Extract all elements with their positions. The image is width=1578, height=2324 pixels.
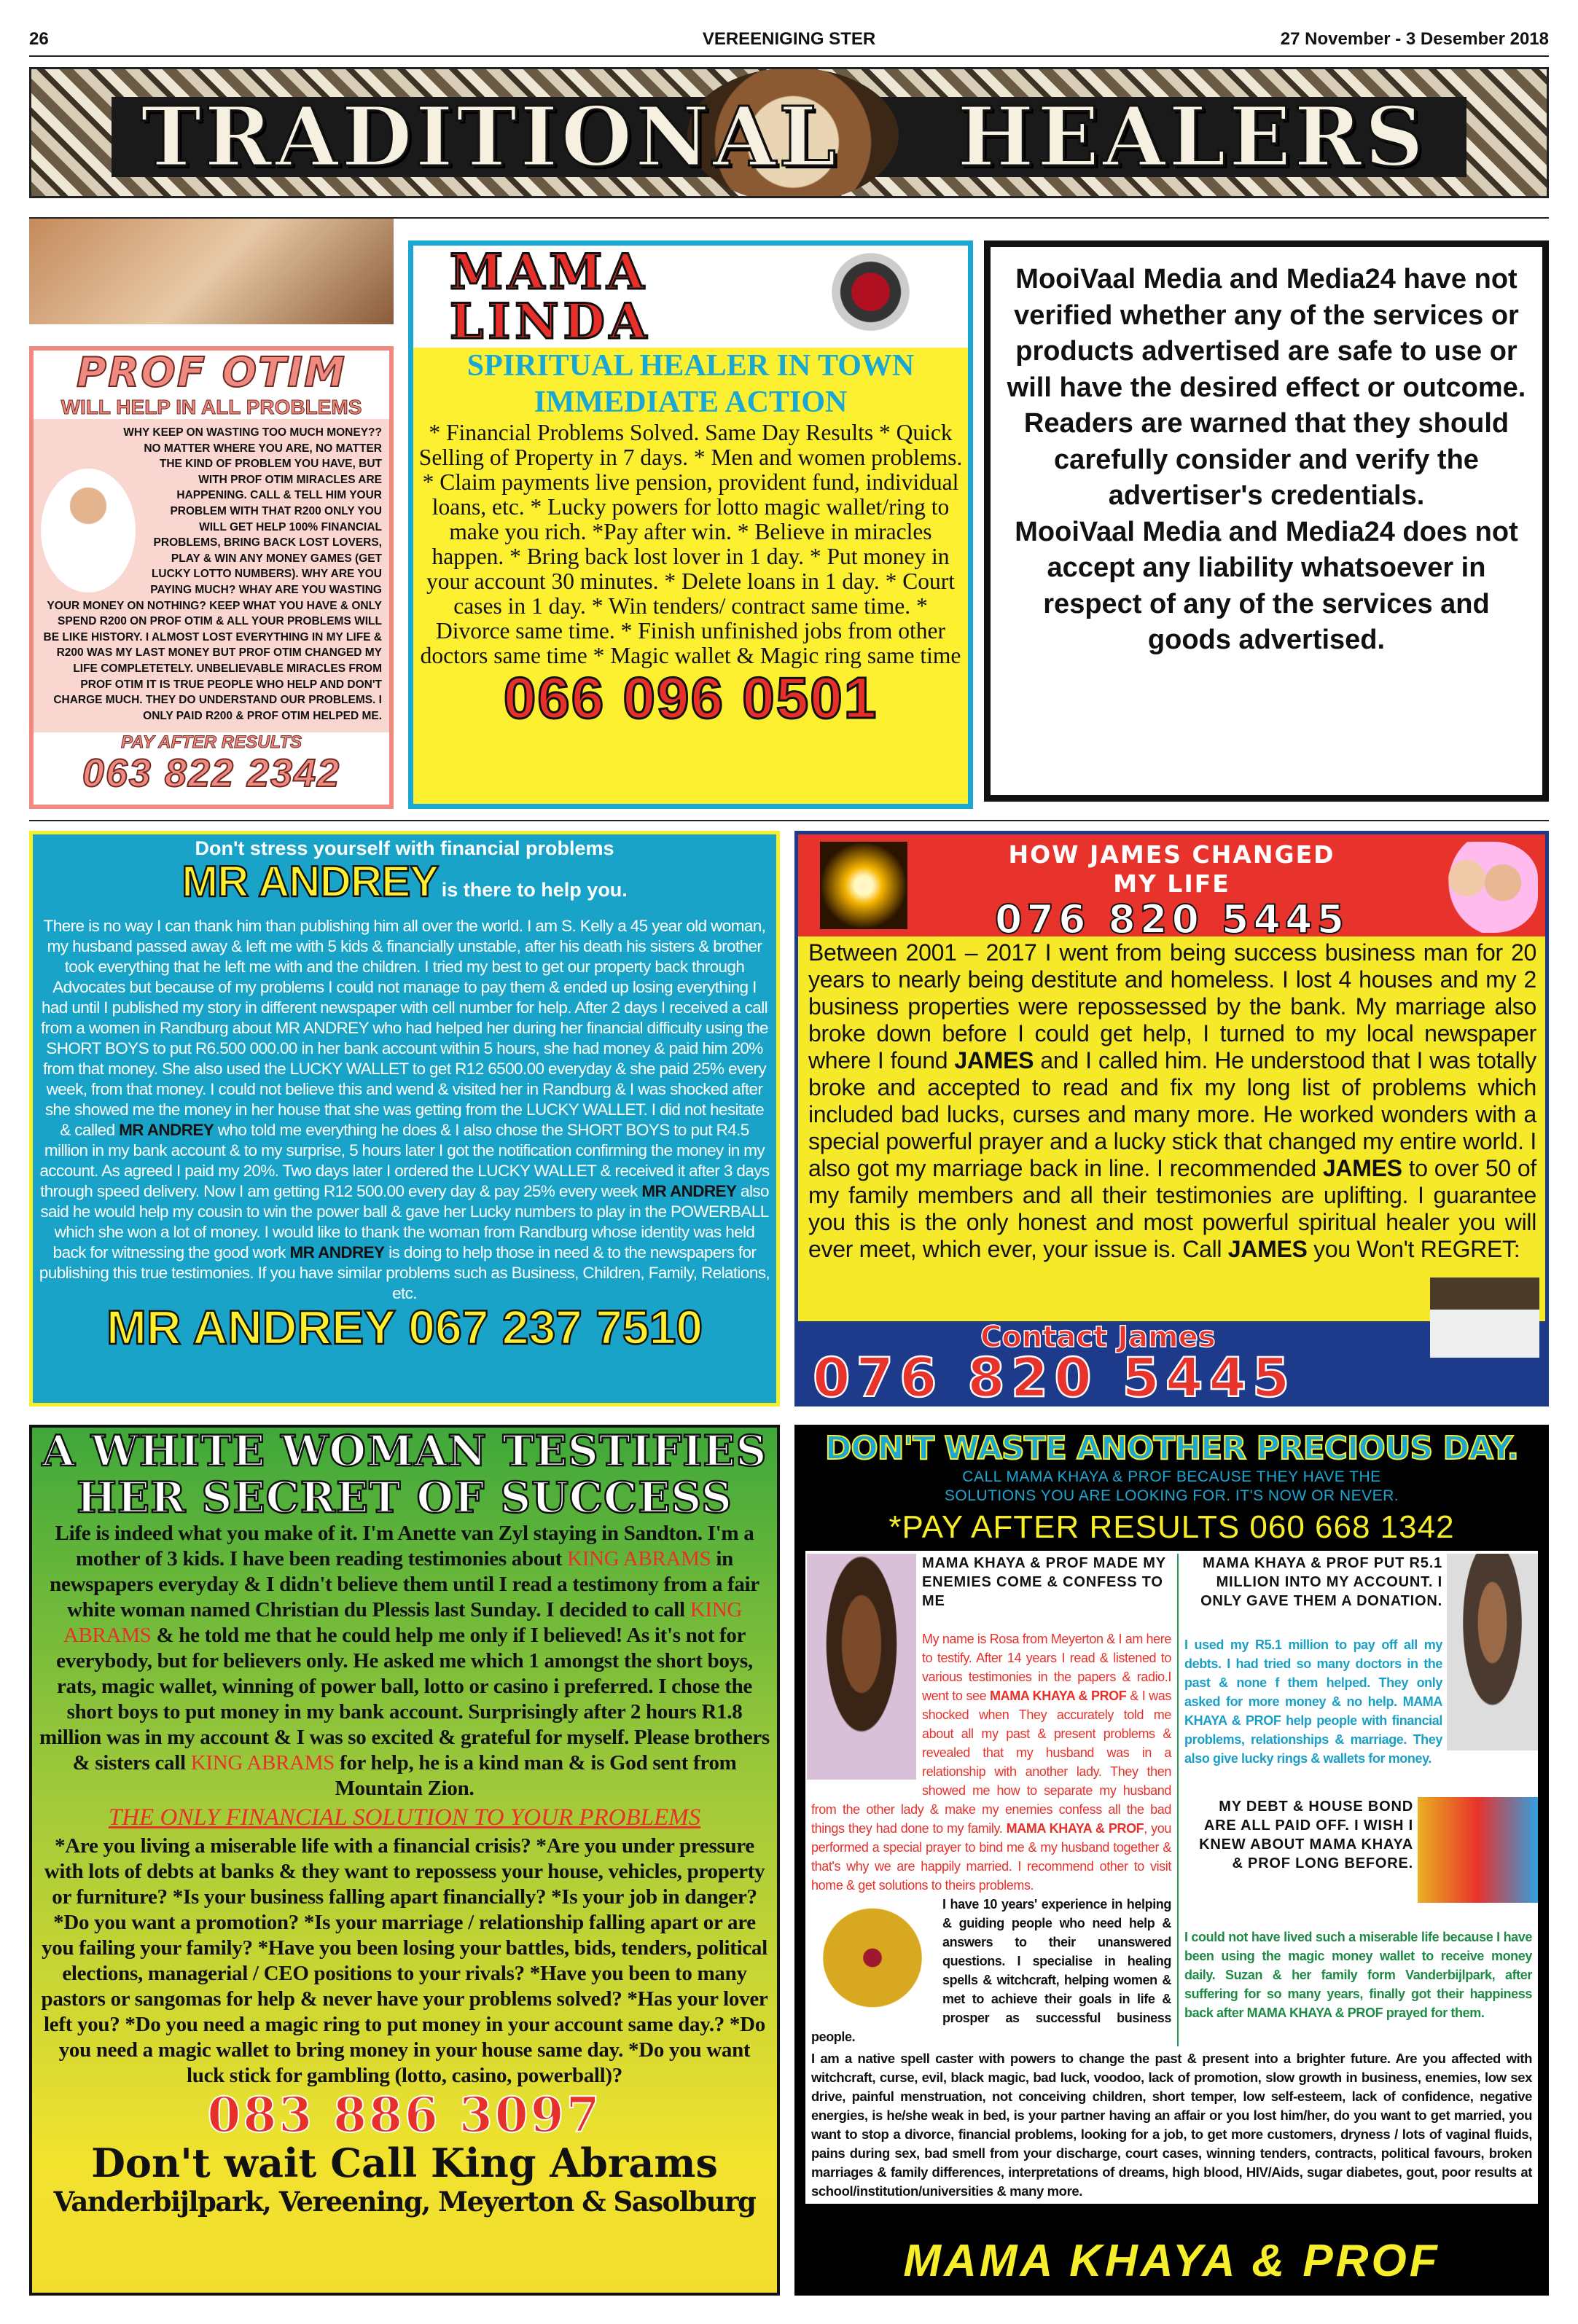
traditional-healers-banner — [29, 67, 1549, 198]
mama-linda-subtitle: SPIRITUAL HEALER IN TOWN — [466, 349, 915, 383]
right-heading-1: MAMA KHAYA & PROF PUT R5.1 MILLION INTO MY ACCOUNT. I ONLY GAVE THEM A DONATION. — [1200, 1555, 1442, 1609]
highlighted-name: MR ANDREY — [641, 1182, 737, 1200]
king-abrams-phone: 083 886 3097 — [207, 2086, 602, 2143]
mama-linda-phone: 066 096 0501 — [503, 665, 878, 730]
mr-andrey-ad — [29, 831, 780, 1406]
highlighted-name: MAMA KHAYA & PROF — [1006, 1821, 1144, 1836]
disclaimer-p3: MooiVaal Media and Media24 does not accept any liability whatsoever in respect of any of the services and goods advertised. — [1015, 516, 1518, 655]
disclaimer-p1: MooiVaal Media and Media24 have not verified whether any of the services or products advertised are safe to use or will have the desired effect or outcome. — [1007, 264, 1526, 403]
highlighted-name: MR ANDREY — [289, 1243, 385, 1261]
text-segment: in newspapers everyday & I didn't believe them until I read a testimony from a fair white woman named Christian du Plessis last Sunday. I decided to call — [50, 1547, 759, 1621]
banner-word-healers: HEALERS — [957, 90, 1427, 185]
contact-james-label: Contact James — [980, 1321, 1216, 1354]
suzan-testimony: I could not have lived such a miserable life because I have been using the magic money wallet to receive money daily. Suzan & her family form Vanderbijlpark, after suffering for so many years, finally got their happiness back after MAMA KHAYA & PROF prayed for them. — [1184, 1930, 1532, 2020]
right-heading-2: MY DEBT & HOUSE BOND ARE ALL PAID OFF. I WISH I KNEW ABOUT MAMA KHAYA & PROF LONG BEFORE. — [1199, 1799, 1413, 1871]
section-rule — [29, 820, 1549, 821]
highlighted-name: KING ABRAMS — [63, 1598, 743, 1647]
james-phone-top: 076 820 5445 — [994, 896, 1349, 942]
masthead-rule — [29, 55, 1549, 57]
mr-andrey-kicker: Don't stress yourself with financial problems — [195, 837, 614, 859]
happy-man-photo — [41, 469, 136, 592]
text-segment: Between 2001 – 2017 I went from being success business man for 20 years to nearly being destitute and homeless. I lost 4 houses and my 2 business properties were repossessed by the bank. My marriage also broke down before I could get help, I turned to my local newspaper where I found — [808, 939, 1536, 1073]
left-heading: MAMA KHAYA & PROF MADE MY ENEMIES COME & CONFESS TO ME — [922, 1555, 1166, 1609]
prof-otim-title: PROF OTIM — [77, 349, 346, 396]
banner-word-traditional: TRADITIONAL — [141, 90, 840, 185]
mama-khaya-pay-line: *PAY AFTER RESULTS 060 668 1342 — [888, 1509, 1455, 1545]
text-segment: and I called him. He understood that I was totally broke and accepted to read and fix my long list of problems which included bad lucks, curses and many more. He worked wonders with a special powerful prayer and a lucky stick that changed my entire world. I also got my marriage back in line. I recommended — [808, 1047, 1536, 1181]
happy-family-photo — [1418, 1797, 1538, 1903]
publisher-disclaimer — [984, 240, 1549, 802]
mr-andrey-name: MR ANDREY — [181, 857, 439, 906]
mama-linda-ad — [408, 240, 973, 809]
james-testimony — [808, 939, 1536, 1263]
mama-linda-name — [450, 243, 652, 350]
text-segment: also said he would help my cousin to win the power ball & gave her Lucky numbers to play in the POWERBALL which she won a lot of money. I would like to thank the woman from Randburg whose identity was held back for witnessing the good work — [40, 1182, 769, 1261]
group-photo — [1430, 1278, 1539, 1358]
text-segment: for help, he is a kind man & is God sent from Mountain Zion. — [335, 1751, 737, 1800]
text-segment: , you performed a special prayer to bind me & my husband together & that's why we are happily married. I recommend other to visit home & get solutions to theirs problems. — [811, 1821, 1171, 1893]
issue-date: 27 November - 3 Desember 2018 — [1280, 29, 1549, 49]
king-abrams-testimony — [32, 1521, 777, 1801]
highlighted-name: JAMES — [1322, 1155, 1402, 1181]
highlighted-name: MAMA KHAYA & PROF — [990, 1689, 1127, 1703]
prof-otim-phone: 063 822 2342 — [82, 751, 341, 795]
james-ad — [794, 831, 1549, 1409]
mama-khaya-sub-1: CALL MAMA KHAYA & PROF BECAUSE THEY HAVE THE — [962, 1468, 1381, 1485]
ring-photo — [815, 250, 939, 343]
prof-otim-pay-after-results: PAY AFTER RESULTS — [120, 732, 302, 752]
text-segment: who told me everything he does & I also chose the SHORT BOYS to put R4.5 million in my bank account & to my surprise, 5 hours later I got the notification confirming the money in my account. As agreed I paid my 20%. Two days later I ordered the LUCKY WALLET & received it after 3 days through speed delivery. Now I am getting R12 500.00 every day & pay 25% every week — [39, 1121, 770, 1200]
king-abrams-ad — [29, 1425, 780, 2296]
text-segment: & I was shocked when They accurately told me about all my past & present problems & revealed that my husband was in a relationship with another lady. They then showed me how to separate my husband from the other lady & make my enemies confess all the bad things they had done to my family. — [811, 1689, 1171, 1836]
disclaimer-p2: Readers are warned that they should carefully consider and verify the advertiser's credentials. — [1023, 408, 1509, 511]
james-headline-line-2: MY LIFE — [1113, 869, 1230, 898]
highlighted-name: JAMES — [954, 1047, 1034, 1073]
text-segment: There is no way I can thank him than publishing him all over the world. I am S. Kelly a 45 year old woman, my husband passed away & left me with 5 kids & financially unstable, after his death his sisters & brother took everything that he left me with and the children. I tried my best to get our property back through Advocates but because of my problems I could not manage to pay them & ended up losing everything I had until I published my story in different newspaper with cell number for help. After 2 days I received a call from a women in Randburg about MR ANDREY who had helped her during her financial difficulty using the SHORT BOYS to put R6.500 000.00 in her bank account within 5 hours, she had money & paid him 20% from that money. She also used the LUCKY WALLET to get R12 6500.00 everyday & she paid 25% every week, from that money. I could not believe this and wend & visited her in Randburg & I was shocked after she showed me the money in her house that she was getting from the LUCKY WALLET. I did not hesitate & called — [41, 917, 768, 1139]
publication-name: VEREENIGING STER — [702, 29, 876, 49]
mama-khaya-sub-2: SOLUTIONS YOU ARE LOOKING FOR. IT'S NOW OR NEVER. — [944, 1487, 1399, 1504]
king-abrams-solution-heading: THE ONLY FINANCIAL SOLUTION TO YOUR PROBLEMS — [108, 1804, 701, 1831]
prof-otim-subtitle: WILL HELP IN ALL PROBLEMS — [60, 396, 362, 418]
mama-khaya-headline: DON'T WASTE ANOTHER PRECIOUS DAY. — [824, 1430, 1519, 1467]
james-phone-bottom: 076 820 5445 — [813, 1347, 1296, 1409]
mama-khaya-footer: MAMA KHAYA & PROF — [903, 2236, 1440, 2286]
glowing-hands-image — [820, 842, 907, 929]
mama-linda-services: * Financial Problems Solved. Same Day Results * Quick Selling of Property in 7 days. * Men and women problems. * Claim payments live pension, provident fund, individual loans, etc. * Lucky powers for lotto magic wallet/ring to make you rich. *Pay after win. * Believe in miracles happen. * Bring back lost lover in 1 day. * Put money in your account 30 minutes. * Delete loans in 1 day. * Court cases in 1 day. * Win tenders/ contract same time. * Divorce same time. * Finish unfinished jobs from other doctors same time * Magic wallet & Magic ring same time — [418, 420, 963, 668]
page-number: 26 — [29, 29, 49, 49]
text-segment: My name is Rosa from Meyerton & I am here to testify. After 14 years I read & listened to various testimonies in the papers & radio.I went to see — [922, 1632, 1171, 1703]
king-abrams-cta: Don't wait Call King Abrams — [91, 2140, 718, 2186]
mama-linda-immediate-action: IMMEDIATE ACTION — [534, 386, 848, 419]
mr-andrey-phone: MR ANDREY 067 237 7510 — [106, 1300, 703, 1354]
prof-otim-body: WHY KEEP ON WASTING TOO MUCH MONEY?? NO MATTER WHERE YOU ARE, NO MATTER THE KIND OF PROBLEM YOU HAVE, BUT WITH PROF OTIM MIRACLES ARE HAPPENING. CALL & TELL HIM YOUR PROBLEM WITH THAT R200 ONLY YOU WILL GET HELP 100% FINANCIAL PROBLEMS, BRING BACK LOST LOVERS, PLAY & WIN ANY MONEY GAMES (GET LUCKY LOTTO NUMBERS). WHY ARE YOU PAYING MUCH? WHAY ARE YOU WASTING YOUR MONEY ON NOTHING? KEEP WHAT YOU HAVE & ONLY SPEND R200 ON PROF OTIM & ALL YOUR PROBLEMS WILL BE LIKE HISTORY. I ALMOST LOST EVERYTHING IN MY LIFE & R200 WAS MY LAST MONEY BUT PROF OTIM CHANGED MY LIFE COMPLETETELY. UNBELIEVABLE MIRACLES FROM PROF OTIM IT IS TRUE PEOPLE WHO HELP AND DON'T CHARGE MUCH. THEY DO UNDERSTAND OUR PROBLEMS. I ONLY PAID R200 & PROF OTIM HELPED ME. — [43, 426, 382, 722]
text-segment: Life is indeed what you make of it. I'm Anette van Zyl staying in Sandton. I'm a mother of 3 kids. I have been reading testimonies about — [55, 1522, 754, 1570]
mr-andrey-tagline: is there to help you. — [441, 879, 628, 901]
man-portrait-photo — [1447, 1554, 1538, 1750]
king-abrams-headline-2: HER SECRET OF SUCCESS — [77, 1473, 733, 1522]
text-segment: & he told me that he could help me only if I believed! As it's not for everybody, but for believers only. He asked me which 1 amongst the short boys, rats, magic wallet, winning of power ball, lotto or casino i preferred. I chose the short boys to put money in my bank account. Surprisingly after 2 hours R1.8 million was in my account & I was so excited & grateful for myself. Please brothers & sisters call — [39, 1624, 770, 1775]
highlighted-name: KING ABRAMS — [567, 1547, 711, 1570]
experience-text: I have 10 years' experience in helping & guiding people who need help & answers to their unanswered questions. I specialise in healing spells & witchcraft, helping women & met to achieve their goals in life & prosper as successful business people. — [811, 1897, 1171, 2044]
r51-million-testimony: I used my R5.1 million to pay off all my debts. I had tried so many doctors in the past & none f them helped. They only asked for more money & no help. MAMA KHAYA & PROF help people with financial problems, relationships & marriage. They also give lucky rings & wallets for money. — [1184, 1638, 1442, 1766]
mama-linda-name-line-2: LINDA — [450, 293, 652, 350]
smiling-woman-photo — [807, 1554, 916, 1780]
mr-andrey-testimony — [33, 916, 776, 1304]
text-segment: is doing to help those in need & to the newspapers for publishing this true testimonies. If you have similar problems such as Business, Children, Family, Relations, etc. — [39, 1243, 770, 1302]
king-abrams-questions: *Are you living a miserable life with a financial crisis? *Are you under pressure with lots of debts at banks & they want to repossess your house, vehicles, property or furniture? *Is your business falling apart financially? *Is your job in danger? *Do you want a promotion? *Is your marriage / relationship falling apart or are you failing your family? *Have you been losing your battles, bids, tenders, political elections, managerial / CEO positions to your rivals? *Have you been to many pastors or sangomas for help & never have your problems solved? *Has your lover left you? *Do you need a magic ring to put money in your account same day.? *Do you need a magic wallet to bring money in your house same day. *Do you want luck stick for gambling (lotto, casino, powerball)? — [41, 1834, 768, 2087]
prof-otim-ad — [29, 346, 394, 809]
gemstone-ring-photo — [807, 1898, 938, 2018]
spell-caster-services: I am a native spell caster with powers to change the past & present into a brighter future. Are you affected with witchcraft, curse, evil, black magic, bad luck, voodoo, lack of promotion, slow growth in business, enemies, low sex drive, painful menstruation, not conceiving children, short temper, low self-esteem, lack of confidence, negative energies, is he/she weak in bed, is your partner having an affair or you lost him/her, do you want to get married, you want to stop a divorce, financial problems, looking for a job, to get more customers, dryness / lots of vaginal fluids, pains during sex, bad smell from your discharge, court cases, winning tenders, contracts, political favours, broken marriages & family differences, interpretations of dreams, high blood, HIV/Aids, sugar diabetes, gout, poor results at school/institution/universities & many more. — [805, 2049, 1538, 2204]
happy-couple-photo — [1429, 842, 1538, 933]
highlighted-name: KING ABRAMS — [190, 1751, 335, 1775]
hands-with-herbs-photo — [29, 219, 394, 324]
king-abrams-headline-1: A WHITE WOMAN TESTIFIES — [42, 1426, 767, 1476]
king-abrams-locations: Vanderbijlpark, Vereening, Meyerton & Sasolburg — [53, 2186, 756, 2218]
mama-linda-name-line-1: MAMA — [450, 243, 649, 300]
text-segment: to over 50 of my family members and all their testimonies are uplifting. I guarantee you this is the only honest and most powerful spiritual healer you will ever meet, which ever, your issue is. Call — [808, 1155, 1536, 1262]
james-headline-line-1: HOW JAMES CHANGED — [1008, 840, 1335, 869]
highlighted-name: MR ANDREY — [119, 1121, 214, 1139]
text-segment: you Won't REGRET: — [1307, 1236, 1520, 1262]
mama-khaya-ad — [794, 1425, 1549, 2296]
highlighted-name: JAMES — [1227, 1236, 1308, 1262]
